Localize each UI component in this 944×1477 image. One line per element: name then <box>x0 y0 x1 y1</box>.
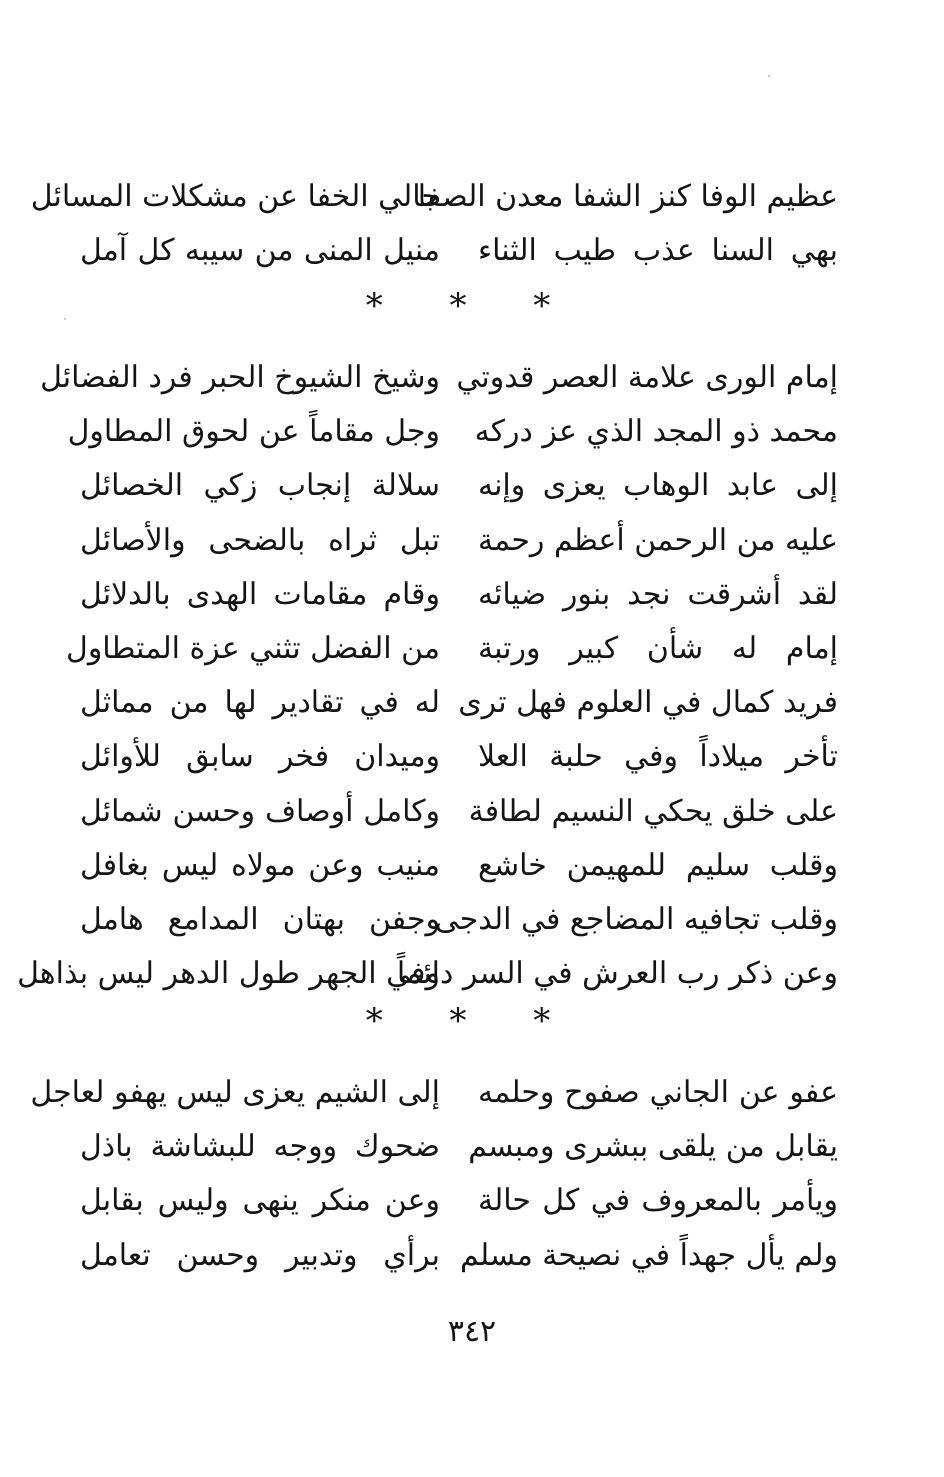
stanza-1 <box>30 170 838 278</box>
verse-first-hemistich: تأخر ميلاداً وفي حلبة العلا <box>478 739 838 775</box>
verse-second-hemistich: وفي الجهر طول الدهر ليس بذاهل <box>17 956 440 992</box>
verse-first-hemistich: عظيم الوفا كنز الشفا معدن الصفا <box>417 179 838 214</box>
verse-first-hemistich: وقلب تجافيه المضاجع في الدجى <box>434 901 838 937</box>
verse-line <box>17 947 838 1001</box>
verse-line <box>67 405 838 459</box>
verse-line <box>30 170 838 224</box>
verse-first-hemistich: محمد ذو المجد الذي عز دركه <box>474 414 838 450</box>
verse-second-hemistich: منيب وعن مولاه ليس بغافل <box>80 847 440 883</box>
verse-second-hemistich: له في تقادير لها من مماثل <box>80 685 440 721</box>
verse-line <box>80 224 838 278</box>
verse-line <box>80 1229 838 1283</box>
verse-first-hemistich: إمام له شأن كبير ورتبة <box>478 630 838 666</box>
verse-line <box>66 622 838 676</box>
verse-line <box>80 676 838 730</box>
verse-second-hemistich: إلى الشيم يعزى ليس يهفو لعاجل <box>30 1075 440 1110</box>
verse-first-hemistich: إمام الورى علامة العصر قدوتي <box>456 360 838 395</box>
verse-second-hemistich: وميدان فخر سابق للأوائل <box>80 739 440 775</box>
verse-line <box>80 568 838 622</box>
verse-second-hemistich: وجفن بهتان المدامع هامل <box>80 901 440 937</box>
verse-second-hemistich: سلالة إنجاب زكي الخصائل <box>80 468 440 504</box>
stanza-separator: * * * <box>365 286 579 326</box>
verse-second-hemistich: وكامل أوصاف وحسن شمائل <box>80 793 440 829</box>
verse-second-hemistich: من الفضل تثني عزة المتطاول <box>66 630 440 666</box>
verse-first-hemistich: عليه من الرحمن أعظم رحمة <box>477 522 838 558</box>
page-number: ٣٤٢ <box>447 1314 497 1349</box>
stanza-separator: * * * <box>365 1001 579 1041</box>
verse-first-hemistich: بهي السنا عذب طيب الثناء <box>478 233 838 269</box>
verse-second-hemistich: وجل مقاماً عن لحوق المطاول <box>67 414 440 450</box>
verse-first-hemistich: ويأمر بالمعروف في كل حالة <box>478 1183 838 1219</box>
verse-first-hemistich: ولم يأل جهداً في نصيحة مسلم <box>460 1237 838 1273</box>
verse-line <box>80 839 838 893</box>
verse-second-hemistich: ضحوك ووجه للبشاشة باذل <box>80 1129 440 1165</box>
verse-second-hemistich: جالي الخفا عن مشكلات المسائل <box>30 179 440 214</box>
stanza-2 <box>17 351 838 1001</box>
stanza-3 <box>30 1066 838 1283</box>
verse-second-hemistich: وشيخ الشيوخ الحبر فرد الفضائل <box>40 360 440 395</box>
verse-second-hemistich: وقام مقامات الهدى بالدلائل <box>80 576 440 612</box>
verse-line <box>80 1174 838 1228</box>
verse-line <box>80 459 838 513</box>
verse-first-hemistich: يقابل من يلقى ببشرى ومبسم <box>468 1129 838 1165</box>
verse-first-hemistich: عفو عن الجاني صفوح وحلمه <box>478 1075 838 1110</box>
verse-line <box>30 1066 838 1120</box>
verse-first-hemistich: وعن ذكر رب العرش في السر دائماً <box>396 956 838 992</box>
verse-first-hemistich: وقلب سليم للمهيمن خاشع <box>478 847 838 883</box>
verse-second-hemistich: وعن منكر ينهى وليس بقابل <box>80 1183 440 1219</box>
verse-first-hemistich: إلى عابد الوهاب يعزى وإنه <box>478 468 838 504</box>
verse-line <box>80 730 838 784</box>
verse-second-hemistich: تبل ثراه بالضحى والأصائل <box>80 522 440 558</box>
verse-line <box>40 351 838 405</box>
verse-line <box>80 514 838 568</box>
verse-second-hemistich: منيل المنى من سيبه كل آمل <box>80 233 440 269</box>
verse-first-hemistich: فريد كمال في العلوم فهل ترى <box>458 685 838 721</box>
scan-speck <box>768 75 770 77</box>
verse-first-hemistich: لقد أشرقت نجد بنور ضيائه <box>478 576 838 612</box>
verse-second-hemistich: برأي وتدبير وحسن تعامل <box>80 1237 440 1273</box>
verse-first-hemistich: على خلق يحكي النسيم لطافة <box>468 793 838 829</box>
verse-line <box>80 1120 838 1174</box>
verse-line <box>80 785 838 839</box>
verse-line <box>80 893 838 947</box>
